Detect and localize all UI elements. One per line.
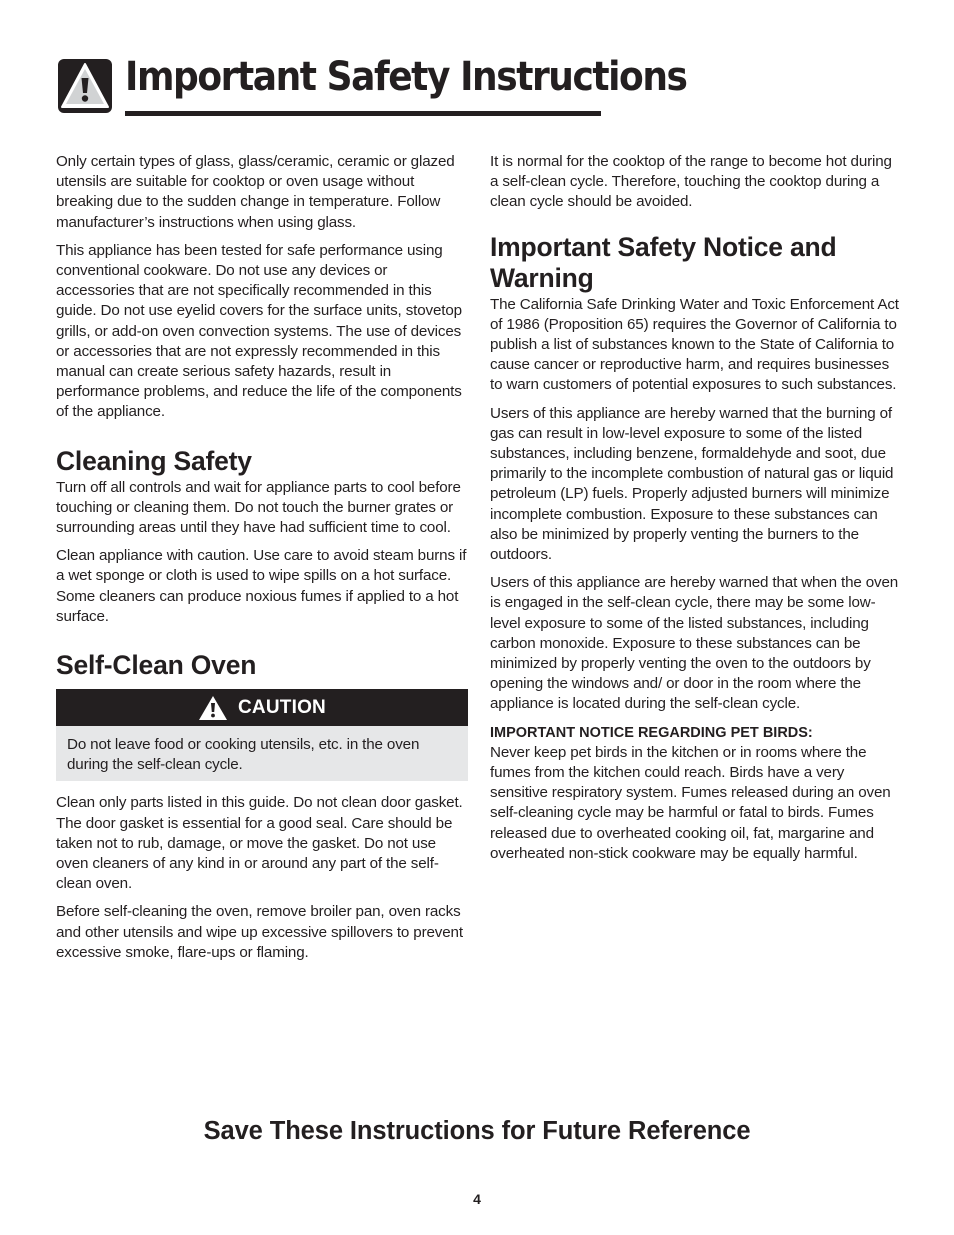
caution-box bbox=[56, 689, 468, 781]
proposition-65-paragraph: The California Safe Drinking Water and Toxic Enforcement Act of 1986 (Proposition 65) requires the Governor of California to publish a list of substances known to the State of California to cause cancer or reproductive harm, and requires businesses to warn customers of potential exposures to such substances. bbox=[490, 295, 899, 394]
self-clean-heading: Self-Clean Oven bbox=[56, 650, 257, 681]
pet-birds-text: Never keep pet birds in the kitchen or in rooms where the fumes from the kitchen could reach. Birds have a very sensitive respiratory system. Fumes released during an oven self-cleaning cycle may be harmful or fatal to birds. Fumes released due to overheated cooking oil, fat, margarine and overheated non-stick cookware may be equally harmful. bbox=[490, 743, 891, 862]
pet-birds-paragraph bbox=[490, 723, 900, 864]
right-column bbox=[490, 152, 900, 872]
page-header bbox=[57, 52, 687, 120]
page-title: Important Safety Instructions bbox=[125, 54, 687, 100]
gas-exposure-paragraph: Users of this appliance are hereby warned that the burning of gas can result in low-level exposure to some of the listed substances, including benzene, formaldehyde and soot, due primarily to the incomplete combustion of natural gas or liquid petroleum (LP) fuels. Properly adjusted burners will minimize incomplete combustion. Exposure to these substances can also be minimized by properly venting the burners to the outdoors. bbox=[490, 404, 894, 564]
cleaning-safety-heading: Cleaning Safety bbox=[56, 445, 252, 476]
warning-triangle-icon bbox=[57, 58, 113, 114]
pet-birds-label: IMPORTANT NOTICE REGARDING PET BIRDS: bbox=[490, 724, 813, 741]
save-instructions-footer: Save These Instructions for Future Reference bbox=[203, 1117, 751, 1145]
tested-appliance-paragraph: This appliance has been tested for safe performance using conventional cookware. Do not use any devices or accessories that are not specifically recommended in this guide. Do not use eyelid covers for the surface units, stovetop grills, or add-on oven convection systems. The use of devices or accessories that are not expressly recommended in this manual can create serious safety hazards, result in performance problems, and reduce the life of the components of the appliance. bbox=[56, 241, 462, 421]
caution-body bbox=[56, 726, 468, 781]
caution-text: Do not leave food or cooking utensils, etc. in the oven during the self-clean cycle. bbox=[67, 736, 420, 774]
glass-utensils-paragraph: Only certain types of glass, glass/ceramic, ceramic or glazed utensils are suitable for cooktop or oven usage without breaking due to the sudden change in temperature. Follow manufacturer’s instructions when using glass. bbox=[56, 153, 455, 231]
left-column bbox=[56, 152, 468, 971]
caution-header bbox=[56, 689, 468, 726]
cooktop-hot-paragraph: It is normal for the cooktop of the range to become hot during a self-clean cycle. Therefore, touching the cooktop during a clean cycle should be avoided. bbox=[490, 153, 892, 211]
title-underline bbox=[125, 111, 601, 116]
caution-triangle-icon bbox=[198, 695, 228, 721]
caution-label: CAUTION bbox=[238, 696, 326, 718]
safety-notice-heading: Important Safety Notice and Warning bbox=[490, 231, 837, 293]
before-self-cleaning-paragraph: Before self-cleaning the oven, remove broiler pan, oven racks and other utensils and wipe up excessive spillovers to prevent excessive smoke, flare-ups or flaming. bbox=[56, 903, 463, 961]
cleaning-safety-paragraph: Turn off all controls and wait for appliance parts to cool before touching or cleaning them. Do not touch the burner grates or surrounding areas until they have had sufficient time to cool. bbox=[56, 478, 461, 537]
clean-parts-paragraph: Clean only parts listed in this guide. Do not clean door gasket. The door gasket is essential for a good seal. Care should be taken not to rub, damage, or move the gasket. Do not use oven cleaners of any kind in or around any part of the self-clean oven. bbox=[56, 794, 463, 893]
self-clean-exposure-paragraph: Users of this appliance are hereby warned that when the oven is engaged in the self-clean cycle, there may be some low-level exposure to some of the listed substances, including carbon monoxide. Exposure to these substances can be minimized by properly venting the oven to the outdoors by opening the windows and/ or door in the room where the appliance is located during the self-clean cycle. bbox=[490, 574, 899, 713]
cleaning-caution-paragraph: Clean appliance with caution. Use care to avoid steam burns if a wet sponge or cloth is used to wipe spills on a hot surface. Some cleaners can produce noxious fumes if applied to a hot surface. bbox=[56, 547, 467, 625]
page-number: 4 bbox=[473, 1191, 481, 1207]
